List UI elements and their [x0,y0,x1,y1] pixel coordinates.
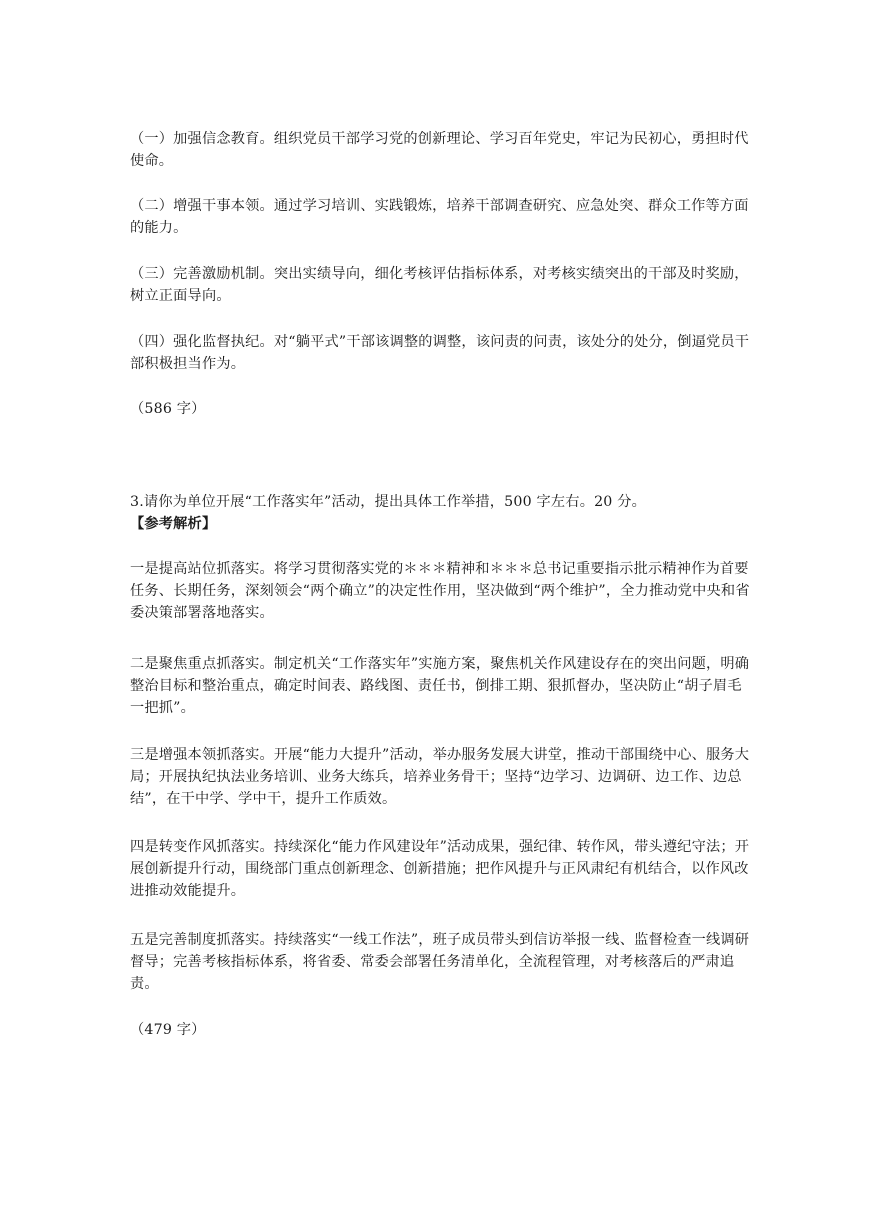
answer-point-1: 一是提高站位抓落实。将学习贯彻落实党的＊＊＊精神和＊＊＊总书记重要指示批示精神作为首要任务、长期任务，深刻领会“两个确立”的决定性作用，坚决做到“两个维护”，全力推动党中央和省委决策部署落地落实。 [130,561,750,621]
answer-point-3: 三是增强本领抓落实。开展“能力大提升”活动，举办服务发展大讲堂，推动干部围绕中心、服务大局；开展执纪执法业务培训、业务大练兵，培养业务骨干；坚持“边学习、边调研、边工作、边总结”，在干中学、学中干，提升工作质效。 [130,747,750,807]
question-3: 3.请你为单位开展“工作落实年”活动，提出具体工作举措，500 字左右。20 分。 [130,494,647,510]
word-count-1: （586 字） [130,401,206,417]
measure-item-4: （四）强化监督执纪。对“躺平式”干部该调整的调整，该问责的问责，该处分的处分，倒逼党员干部积极担当作为。 [130,334,750,372]
answer-point-5: 五是完善制度抓落实。持续落实“一线工作法”，班子成员带头到信访举报一线、监督检查一线调研督导；完善考核指标体系，将省委、常委会部署任务清单化，全流程管理，对考核落后的严肃追责。 [130,932,750,992]
measure-item-2: （二）增强干事本领。通过学习培训、实践锻炼，培养干部调查研究、应急处突、群众工作等方面的能力。 [130,198,749,236]
answer-point-2: 二是聚焦重点抓落实。制定机关“工作落实年”实施方案，聚焦机关作风建设存在的突出问题，明确整治目标和整治重点，确定时间表、路线图、责任书，倒排工期、狠抓督办，坚决防止“胡子眉毛一把抓”。 [130,656,750,716]
measure-item-3: （三）完善激励机制。突出实绩导向，细化考核评估指标体系，对考核实绩突出的干部及时奖励，树立正面导向。 [130,266,749,304]
word-count-2: （479 字） [130,1022,206,1038]
measure-item-1: （一）加强信念教育。组织党员干部学习党的创新理论、学习百年党史，牢记为民初心，勇担时代使命。 [130,131,749,169]
answer-point-4: 四是转变作风抓落实。持续深化“能力作风建设年”活动成果，强纪律、转作风，带头遵纪守法；开展创新提升行动，围绕部门重点创新理念、创新措施；把作风提升与正风肃纪有机结合，以作风改进推动效能提升。 [130,839,750,899]
analysis-heading: 【参考解析】 [130,516,217,532]
